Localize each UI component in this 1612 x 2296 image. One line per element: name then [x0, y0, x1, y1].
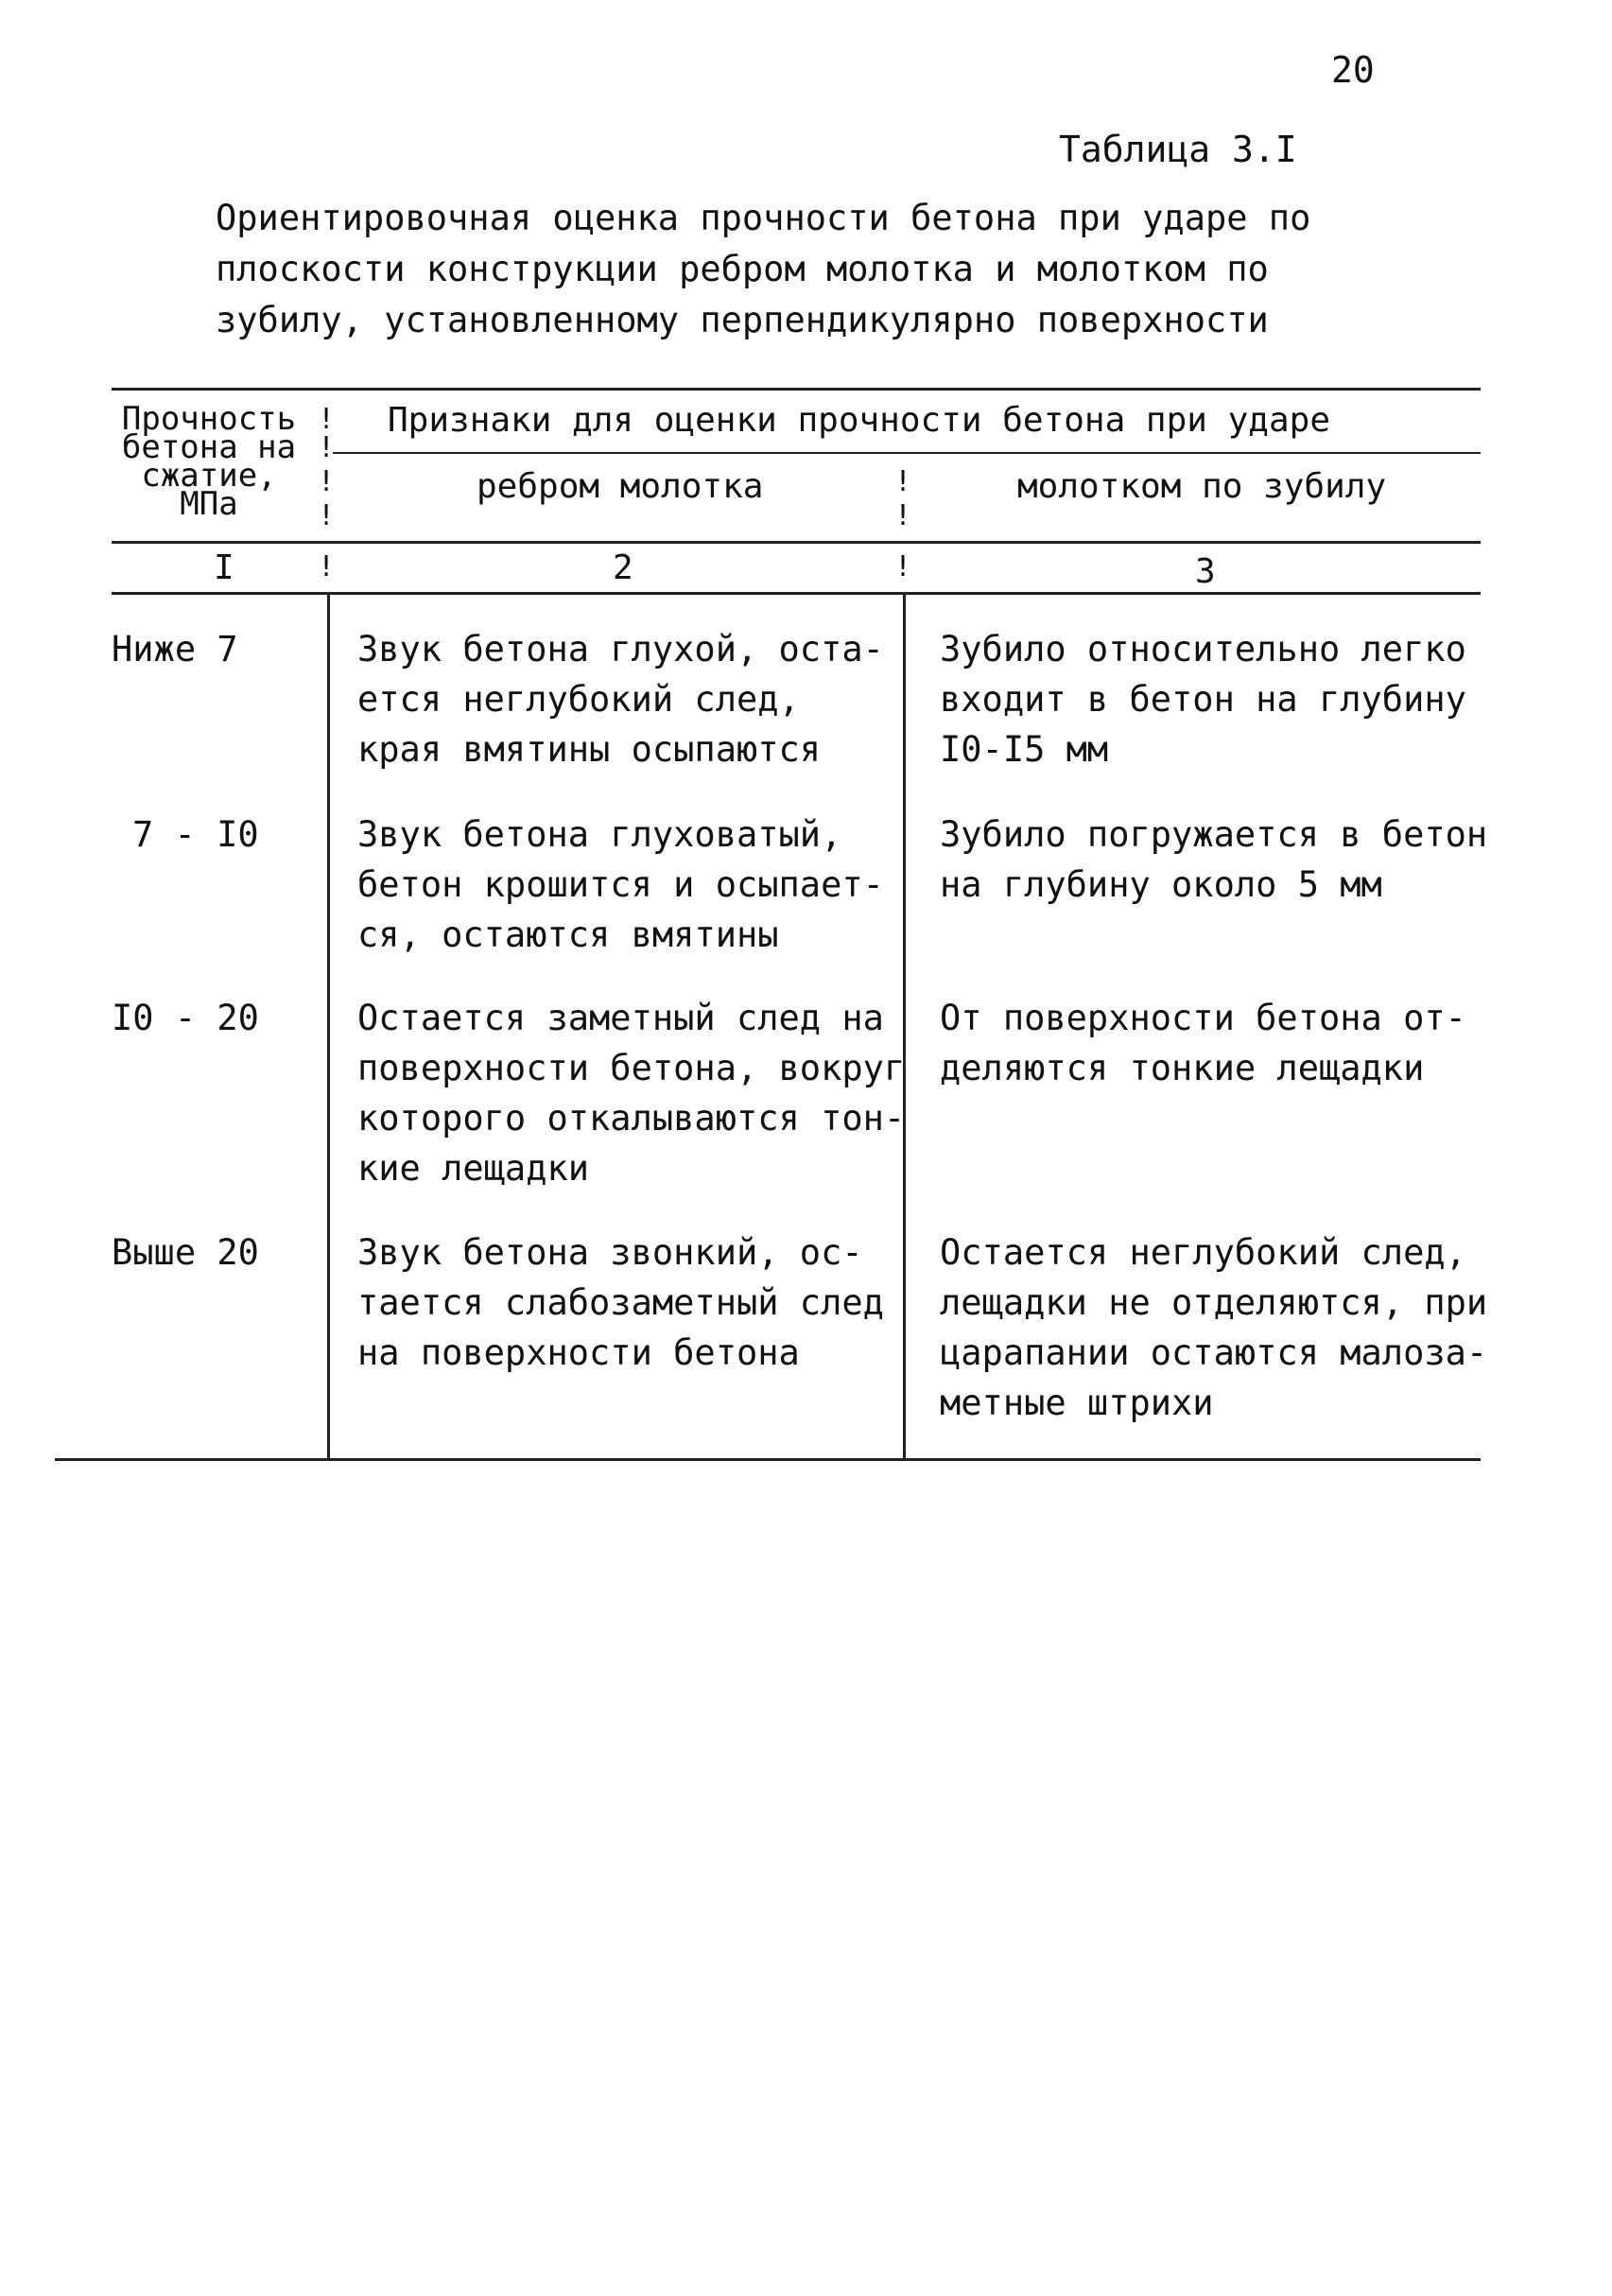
row-4-edge-line: тается слабозаметный след: [357, 1282, 884, 1323]
header-bottom-rule: [112, 541, 1481, 544]
header-separator: !: [894, 499, 912, 532]
table-label: Таблица 3.I: [1059, 129, 1297, 170]
row-2-strength: 7 - I0: [132, 814, 259, 855]
row-4-edge-line: на поверхности бетона: [357, 1332, 800, 1373]
row-4-edge-line: Звук бетона звонкий, ос-: [357, 1232, 863, 1273]
row-4-strength: Выше 20: [112, 1232, 259, 1273]
header-strength-line: МПа: [180, 485, 238, 523]
header-strength-line: бетона на: [121, 428, 297, 466]
row-3-edge: [357, 993, 905, 1193]
row-3-chisel-line: деляются тонкие лещадки: [940, 1048, 1425, 1088]
row-2-chisel-line: на глубину около 5 мм: [940, 864, 1382, 905]
header-strength-line: Прочность: [121, 400, 297, 438]
table-top-rule: [112, 388, 1481, 391]
row-4-chisel: [940, 1227, 1487, 1428]
row-2-chisel-line: Зубило погружается в бетон: [940, 814, 1488, 855]
caption-line: Ориентировочная оценка прочности бетона при ударе по: [216, 198, 1311, 238]
row-3-edge-line: которого откалываются тон-: [357, 1098, 906, 1139]
row-3-chisel: [940, 993, 1466, 1093]
row-1-chisel: [940, 624, 1466, 774]
row-2-edge-line: бетон крошится и осыпает-: [357, 864, 884, 905]
column-number-1: I: [214, 548, 234, 587]
row-3-edge-line: поверхности бетона, вокруг: [357, 1048, 906, 1088]
row-2-edge-line: Звук бетона глуховатый,: [357, 814, 842, 855]
header-separator: !: [318, 499, 336, 532]
row-1-edge: [357, 624, 884, 774]
row-4-chisel-line: метные штрихи: [940, 1383, 1214, 1423]
header-chisel-column: молотком по зубилу: [1017, 467, 1387, 506]
row-3-chisel-line: От поверхности бетона от-: [940, 998, 1466, 1038]
header-strength-column: [110, 400, 308, 523]
header-separator: !: [318, 431, 336, 464]
header-separator: !: [318, 550, 336, 583]
group-header-rule: [333, 452, 1481, 454]
row-1-strength: Ниже 7: [112, 629, 238, 670]
column-number-2: 2: [613, 548, 633, 587]
row-3-edge-line: Остается заметный след на: [357, 998, 884, 1038]
table-caption: [216, 193, 1310, 346]
header-separator: !: [894, 550, 912, 583]
header-group-title: Признаки для оценки прочности бетона при ударе: [388, 401, 1330, 440]
row-4-chisel-line: лещадки не отделяются, при: [940, 1282, 1488, 1323]
row-1-edge-line: края вмятины осыпаются: [357, 729, 822, 770]
row-3-edge-line: кие лещадки: [357, 1148, 590, 1189]
table-bottom-rule: [55, 1458, 1481, 1461]
row-1-chisel-line: I0-I5 мм: [940, 729, 1109, 770]
row-1-edge-line: Звук бетона глухой, оста-: [357, 629, 884, 670]
row-2-edge-line: ся, остаются вмятины: [357, 914, 779, 955]
caption-line: плоскости конструкции ребром молотка и молотком по: [216, 249, 1269, 289]
header-strength-line: сжатие,: [141, 457, 277, 495]
header-separator: !: [318, 465, 336, 498]
column-divider-1: [327, 592, 330, 1460]
header-separator: !: [318, 403, 336, 436]
header-edge-column: ребром молотка: [477, 467, 764, 506]
row-4-chisel-line: Остается неглубокий след,: [940, 1232, 1466, 1273]
column-number-3: 3: [1195, 552, 1216, 591]
row-1-chisel-line: Зубило относительно легко: [940, 629, 1466, 670]
page-number: 20: [1331, 49, 1375, 91]
row-1-chisel-line: входит в бетон на глубину: [940, 679, 1466, 720]
row-1-edge-line: ется неглубокий след,: [357, 679, 800, 720]
header-separator: !: [894, 465, 912, 498]
number-row-rule: [112, 592, 1481, 595]
row-4-edge: [357, 1227, 884, 1378]
caption-line: зубилу, установленному перпендикулярно поверхности: [216, 300, 1269, 340]
row-4-chisel-line: царапании остаются малоза-: [940, 1332, 1488, 1373]
row-2-edge: [357, 809, 884, 960]
row-3-strength: I0 - 20: [112, 998, 259, 1038]
row-2-chisel: [940, 809, 1487, 910]
